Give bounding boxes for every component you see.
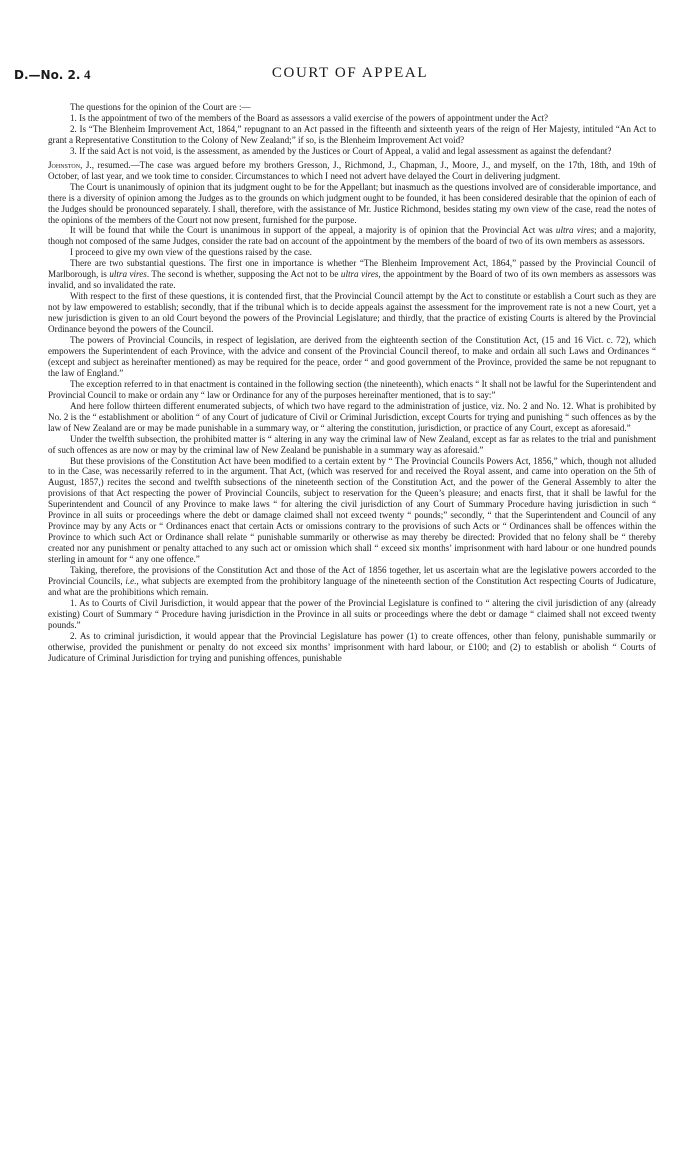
paragraph: The exception referred to in that enactment is contained in the following section (the nineteenth), which enacts “ It shall not be lawful for the Superintendent and Provincial Council to make or ordain any “ law or Ordinance for any of the purposes hereinafter mentioned, that is to say:”	[48, 378, 656, 400]
italic-term: i.e.	[125, 575, 137, 586]
judgment-opening-text: resumed.—The case was argued before my brothers Gresson, J., Richmond, J., Chapman, J., Moore, J., and myself, on the 17th, 18th, and 19th of October, of last year, and we took time to consider. Circumstances to which I need not advert have delayed the Court in delivering judgment.	[48, 159, 656, 181]
page-title: COURT OF APPEAL	[271, 65, 429, 81]
text-run: There are two substantial questions. The first one in importance is whether “The Blenheim Improvement Act, 1864,” passed by the Provincial Council of Marlborough, is	[48, 258, 656, 280]
text-run: It will be found that while the Court is unanimous in support of the appeal, a majority is of opinion that the Provincial Act was	[70, 225, 556, 236]
text-run: , what subjects are exempted from the prohibitory language of the nineteenth section of the Constitution Act respecting Courts of Judicature, and what are the prohibitions which remain.	[48, 575, 656, 597]
paragraph	[48, 565, 656, 598]
judgment-opening	[48, 160, 656, 182]
paragraph	[48, 225, 656, 247]
page-header	[0, 65, 700, 92]
paragraph: 1. As to Courts of Civil Jurisdiction, it would appear that the power of the Provincial Legislature is confined to “ altering the civil jurisdiction of any (already existing) Court of Summary “ Procedure having jurisdiction in the Province in all suits or proceedings where the debt or damage “ claimed shall not exceed twenty pounds.”	[48, 597, 656, 630]
page-number: 4	[84, 67, 91, 82]
italic-term: ultra vires	[340, 269, 379, 280]
paragraph: The powers of Provincial Councils, in respect of legislation, are derived from the eighteenth section of the Constitution Act, (15 and 16 Vict. c. 72), which empowers the Superintendent of each Province, with the advice and consent of the Provincial Council thereof, to make and ordain all such Laws and Ordinances “ (except and subject as hereinafter mentioned) as may be required for the peace, order “ and good government of the Province, provided the same be not repugnant to the law of England.”	[48, 335, 656, 378]
paragraph: The Court is unanimously of opinion that its judgment ought to be for the Appellant; but inasmuch as the questions involved are of considerable importance, and there is a diversity of opinion among the Judges as to the grounds on which judgment ought to be founded, it has been considered desirable that the opinion of each of the Judges should be pronounced separately. I shall, therefore, with the assistance of Mr. Justice Richmond, besides stating my own view of the case, read the notes of the opinions of the members of the Court not now present, furnished for the purpose.	[48, 181, 656, 225]
question-2: 2. Is “The Blenheim Improvement Act, 1864,” repugnant to an Act passed in the fifteenth and sixteenth years of the reign of Her Majesty, intituled “An Act to grant a Representative Constitution to the Colony of New Zealand;” if so, is the Blenheim Improvement Act void?	[48, 123, 656, 145]
question-3: 3. If the said Act is not void, is the assessment, as amended by the Justices or Court of Appeal, a valid and legal assessment as against the defendant?	[70, 145, 612, 156]
paragraph: And here follow thirteen different enumerated subjects, of which two have regard to the administration of justice, viz. No. 2 and No. 12. What is prohibited by No. 2 is the “ establishment or abolition “ of any Court of judicature of Civil or Criminal Jurisdiction, except Courts for trying and punishing “ such offences as by the law of New Zealand are or may be made punishable in a summary way, or “ altering the constitution, jurisdiction, or practice of any Court, except as aforesaid.”	[48, 400, 656, 433]
text-run: . The second is whether, supposing the Act not to be	[146, 269, 341, 280]
italic-term: ultra vires	[109, 269, 147, 280]
document-reference: D.—No. 2.	[14, 68, 81, 82]
judge-name: Johnston, J.,	[48, 159, 94, 170]
text-run: Taking, therefore, the provisions of the Constitution Act and those of the Act of 1856 together, let us ascertain what are the legislative powers accorded to the Provincial Councils,	[48, 565, 656, 586]
question-1: 1. Is the appointment of two of the members of the Board as assessors a valid exercise of the powers of appointment under the Act?	[70, 112, 549, 123]
paragraph: Under the twelfth subsection, the prohibited matter is “ altering in any way the criminal law of New Zealand, except as far as relates to the trial and punishment of such offences as are now or may by the criminal law of New Zealand be punishable in a summary way as aforesaid.”	[48, 433, 656, 455]
paragraph	[48, 258, 656, 291]
paragraph: With respect to the first of these questions, it is contended first, that the Provincial Council attempt by the Act to constitute or establish a Court such as they are not by law empowered to establish; secondly, that if the tribunal which is to decide appeals against the assessment for the improvement rate is not a new Court, yet a new jurisdiction is given to an old Court beyond the powers of the Provincial Legislature; and thirdly, that the practice of existing Courts is altered by the Provincial Ordinance beyond the powers of the Council.	[48, 291, 656, 335]
paragraph: But these provisions of the Constitution Act have been modified to a certain extent by “ The Provincial Councils Powers Act, 1856,” which, though not alluded to in the Case, was necessarily referred to in the argument. That Act, (which was reserved for and received the Royal assent, and came into operation on the 5th of August, 1857,) recites the second and twelfth subsections of the nineteenth section of the Constitution Act, and the power of the General Assembly to alter the provisions of that Act respecting the power of Provincial Councils, subject to reservation for the Queen’s pleasure; and enacts first, that it shall be lawful for the Superintendent and Council of any Province to make laws “ for altering the civil jurisdiction of any Court of Summary Procedure having jurisdiction in such “ Province in all suits or proceedings where the debt or damage claimed shall not exceed twenty “ pounds;” secondly, “ that the Superintendent and Council of any Province may by any Acts or “ Ordinances enact that certain Acts or omissions contrary to the provisions of such Acts or “ Ordinances shall be offences within the Province to which such Act or Ordinance shall relate “ punishable summarily or otherwise as may thereby be directed: Provided that no felony shall be “ thereby created nor any punishment or penalty attached to any such act or omission which shall “ exceed six months’ imprisonment with hard labour or one hundred pounds sterling in amount for “ any one offence.”	[48, 455, 656, 565]
document-body	[48, 102, 656, 664]
paragraph: 2. As to criminal jurisdiction, it would appear that the Provincial Legislature has power (1) to create offences, other than felony, punishable summarily or otherwise, provided the punishment or penalty do not exceed six months’ imprisonment with hard labour, or £100; and (2) to establish or abolish “ Courts of Judicature of Criminal Jurisdiction for trying and punishing offences, punishable	[48, 630, 656, 663]
questions-intro: The questions for the opinion of the Court are :—	[70, 102, 251, 112]
text-run: , the appointment by the Board of two of its own members as assessors was invalid, and so invalidated the rate.	[48, 269, 656, 291]
text-run: ; and a majority, though not composed of the same Judges, consider the rate bad on account of the appointment by the members of the board of two of its own members as assessors.	[48, 225, 656, 247]
paragraph: I proceed to give my own view of the questions raised by the case.	[70, 247, 312, 258]
italic-term: ultra vires	[555, 225, 595, 236]
